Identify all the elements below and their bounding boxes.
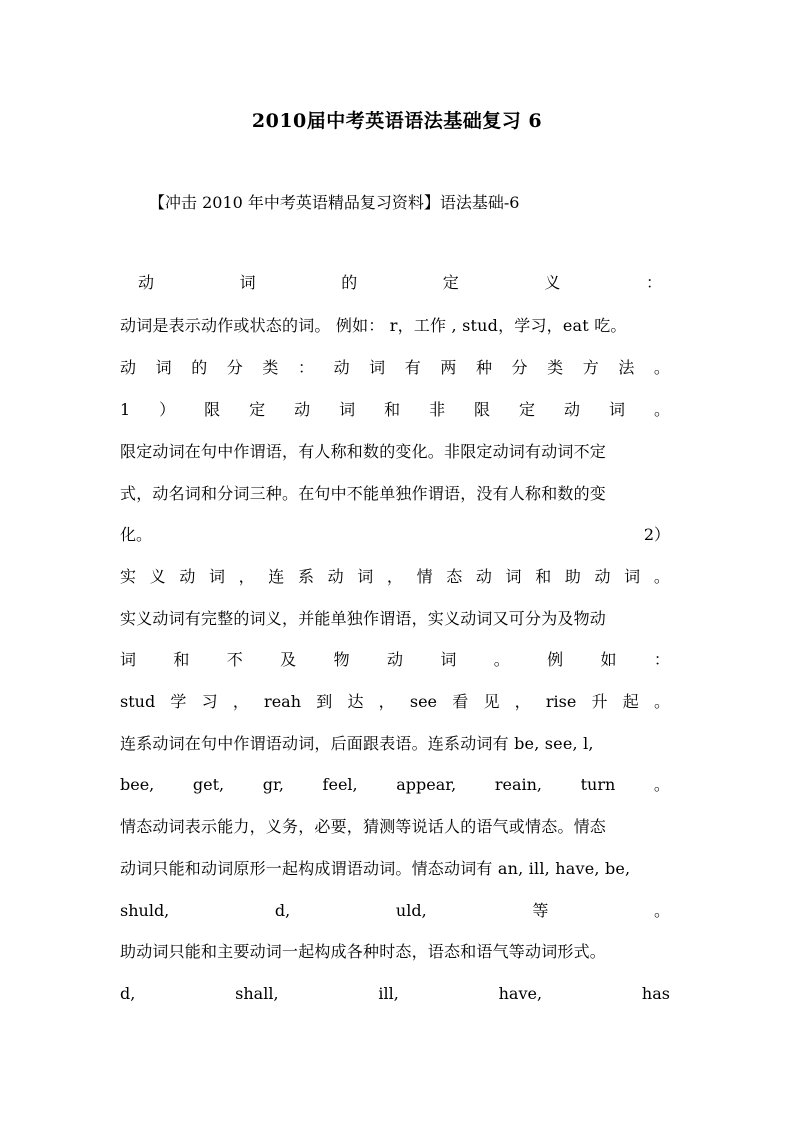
text-token: have, [498,984,543,1003]
text-token: 词 [208,567,225,586]
text-token: 如 [600,650,617,669]
text-token: get, [192,775,225,794]
text-line [120,689,670,715]
text-token: ： [653,650,670,669]
text-line [120,647,670,673]
text-line [120,898,670,924]
text-token: 助 [564,567,581,586]
text-token: shall, [235,984,279,1003]
text-token: 。 [493,650,510,669]
text-token: 学 [170,692,187,711]
text-token: 动 [564,400,581,419]
text-token: 的 [341,273,358,292]
text-token: 例 [547,650,564,669]
text-token: 动 [138,273,155,292]
text-token: reah [264,692,302,711]
text-line: 助动词只能和主要动词一起构成各种时态，语态和语气等动词形式。 [120,942,607,961]
text-token: 词 [239,273,256,292]
text-token: 方 [582,358,599,377]
text-token: 类 [547,358,564,377]
text-line [120,522,670,548]
text-token: appear, [396,775,457,794]
text-token: 两 [440,358,457,377]
text-token: 法 [618,358,635,377]
text-token: 升 [591,692,608,711]
text-token: 词 [609,400,626,419]
text-token: 2） [643,525,670,544]
text-token: 。 [653,400,670,419]
text-token: 义 [544,273,561,292]
text-token: uld, [395,901,427,920]
text-token: ， [238,567,255,586]
text-token: 情 [416,567,433,586]
text-token: 到 [316,692,333,711]
text-token: 定 [249,400,266,419]
text-token: ： [297,358,314,377]
text-token: 达 [347,692,364,711]
text-token: 和 [535,567,552,586]
text-token: 类 [262,358,279,377]
text-token: 动 [294,400,311,419]
text-token: 动 [120,358,137,377]
text-token: 的 [191,358,208,377]
text-token: ill, [378,984,399,1003]
text-line: 动词是表示动作或状态的词。 例如： r，工作 , stud，学习，eat 吃。 [120,316,627,335]
text-line [120,397,670,423]
text-token: 定 [519,400,536,419]
text-token: 连 [268,567,285,586]
text-token: 等 [532,901,549,920]
text-token: 限 [474,400,491,419]
text-token: 1 [120,400,131,419]
text-token: 。 [653,901,670,920]
text-token: 词 [505,567,522,586]
text-token: 分 [226,358,243,377]
text-token: 看 [452,692,469,711]
document-title: 2010届中考英语语法基础复习 6 [251,110,543,132]
text-token: 动 [386,650,403,669]
text-token: 不 [226,650,243,669]
text-line [120,355,670,381]
text-token: reain, [494,775,543,794]
text-token: 系 [297,567,314,586]
text-line [120,772,670,798]
text-token: see [409,692,438,711]
text-token: 词 [155,358,172,377]
text-line: 实义动词有完整的词义，并能单独作谓语，实义动词又可分为及物动 [120,609,607,628]
text-token: 词 [440,650,457,669]
text-token: ， [378,692,395,711]
text-token: bee, [120,775,155,794]
text-token: 词 [339,400,356,419]
text-line [120,564,670,590]
text-token: 和 [173,650,190,669]
text-token: 非 [429,400,446,419]
text-token: 词 [369,358,386,377]
text-token: 限 [204,400,221,419]
text-token: rise [545,692,577,711]
text-line: 限定动词在句中作谓语，有人称和数的变化。非限定动词有动词不定 [120,442,607,461]
text-token: shuld, [120,901,170,920]
text-token: ， [232,692,249,711]
text-token: turn [580,775,616,794]
text-token: 动 [475,567,492,586]
text-token: 词 [357,567,374,586]
text-token: ， [514,692,531,711]
text-token: 动 [179,567,196,586]
document-subtitle: 【冲击 2010 年中考英语精品复习资料】语法基础-6 [149,193,520,212]
text-token: 物 [333,650,350,669]
text-line: 连系动词在句中作谓语动词，后面跟表语。连系动词有 be, see, l, [120,734,594,753]
text-token: 分 [511,358,528,377]
text-token: ： [645,273,662,292]
text-token: 起 [622,692,639,711]
text-token: 。 [653,358,670,377]
text-token: 有 [404,358,421,377]
text-line [120,981,670,1007]
text-token: 化。 [120,525,153,544]
text-token: 动 [333,358,350,377]
text-token: 。 [653,692,670,711]
text-token: gr, [262,775,284,794]
text-token: 见 [483,692,500,711]
text-token: 词 [120,650,137,669]
text-token: 词 [624,567,641,586]
text-line: 情态动词表示能力，义务，必要，猜测等说话人的语气或情态。情态 [120,817,607,836]
text-token: 种 [475,358,492,377]
text-token: 义 [149,567,166,586]
text-token: feel, [322,775,358,794]
text-token: 态 [446,567,463,586]
text-token: stud [120,692,156,711]
text-token: 动 [594,567,611,586]
text-token: has [641,984,670,1003]
text-line [138,270,662,296]
text-token: 动 [327,567,344,586]
text-token: ） [159,400,176,419]
text-token: d, [274,901,291,920]
text-token: 。 [653,775,670,794]
text-token: 定 [442,273,459,292]
text-token: 实 [120,567,137,586]
text-token: 和 [384,400,401,419]
text-line: 动词只能和动词原形一起构成谓语动词。情态动词有 an, ill, have, be, [120,859,631,878]
text-token: 及 [280,650,297,669]
text-token: d, [120,984,136,1003]
text-token: 习 [201,692,218,711]
text-token: 。 [653,567,670,586]
text-token: ， [386,567,403,586]
text-line: 式，动名词和分词三种。在句中不能单独作谓语，没有人称和数的变 [120,484,607,503]
